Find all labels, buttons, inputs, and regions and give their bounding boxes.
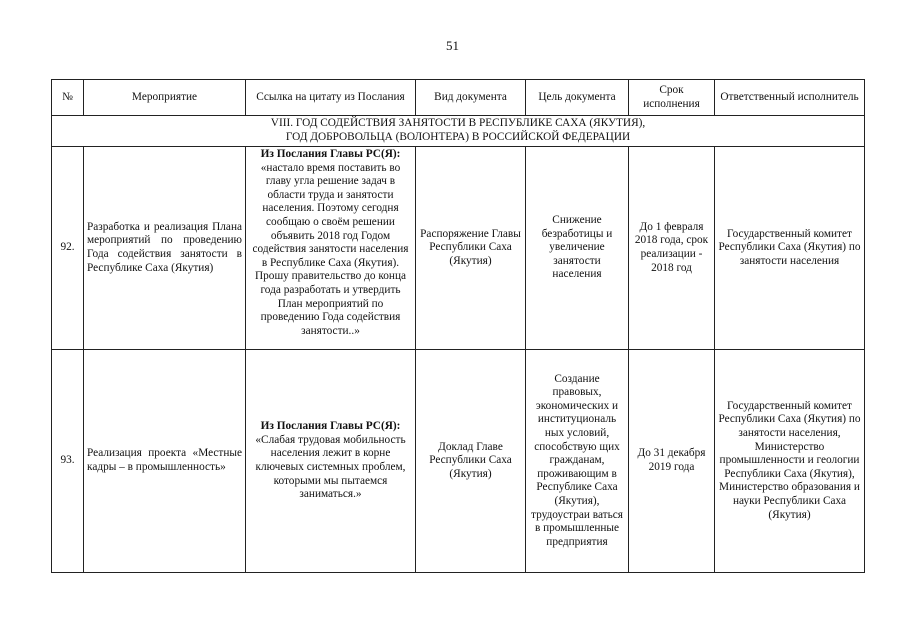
quote-text: «Слабая трудовая мобильность населения лежит в корне ключевых системных проблем, которыми мы пытаемся заниматься.» [255,433,406,501]
table-header-row [52,80,865,116]
header-deadline: Срок исполнения [629,80,715,116]
row-citation [246,147,416,350]
page-number: 51 [446,38,459,53]
row-event: Разработка и реализация Плана мероприятий по проведению Года содействия занятости в Республике Саха (Якутия) [84,147,246,350]
section-row [52,116,865,147]
header-citation: Ссылка на цитату из Послания [246,80,416,116]
header-doc-type: Вид документа [416,80,526,116]
row-doc-type: Доклад Главе Республики Саха (Якутия) [416,350,526,573]
row-doc-goal: Снижение безработицы и увеличение занятости населения [526,147,629,350]
header-doc-goal: Цель документа [526,80,629,116]
quote-title: Из Послания Главы РС(Я): [260,420,401,433]
row-responsible: Государственный комитет Республики Саха (Якутия) по занятости населения, Министерство промышленности и геологии Республики Саха (Якутия), Министерство образования и науки Республики Саха (Якутия) [715,350,865,573]
header-event: Мероприятие [84,80,246,116]
row-event: Реализация проекта «Местные кадры – в промышленность» [84,350,246,573]
row-citation [246,350,416,573]
row-doc-type: Распоряжение Главы Республики Саха (Якутия) [416,147,526,350]
row-responsible: Государственный комитет Республики Саха (Якутия) по занятости населения [715,147,865,350]
row-deadline: До 1 февраля 2018 года, срок реализации - 2018 год [629,147,715,350]
row-deadline: До 31 декабря 2019 года [629,350,715,573]
row-doc-goal: Создание правовых, экономических и институциональ ных условий, способствую щих гражданам, проживающим в Республике Саха (Якутия), трудоустраи ваться в промышленные предприятия [526,350,629,573]
header-num: № [52,80,84,116]
quote-text: «настало время поставить во главу угла решение задач в области труда и занятости населения. Поэтому сегодня сообщаю о своём решении объявить 2018 год Годом содействия занятости населения в Республике Саха (Якутия). Прошу правительство до конца года разработать и утвердить План мероприятий по проведению Года содействия занятости..» [252,161,409,337]
header-responsible: Ответственный исполнитель [715,80,865,116]
row-number: 92. [52,147,84,350]
row-number: 93. [52,350,84,573]
events-table [51,79,865,573]
quote-title: Из Послания Главы РС(Я): [260,148,401,160]
section-title [52,116,865,147]
table-row [52,147,865,350]
section-title-line1: VIII. ГОД СОДЕЙСТВИЯ ЗАНЯТОСТИ В РЕСПУБЛИКЕ САХА (ЯКУТИЯ), [270,117,646,130]
section-title-line2: ГОД ДОБРОВОЛЬЦА (ВОЛОНТЕРА) В РОССИЙСКОЙ ФЕДЕРАЦИИ [285,131,631,143]
table-row [52,350,865,573]
